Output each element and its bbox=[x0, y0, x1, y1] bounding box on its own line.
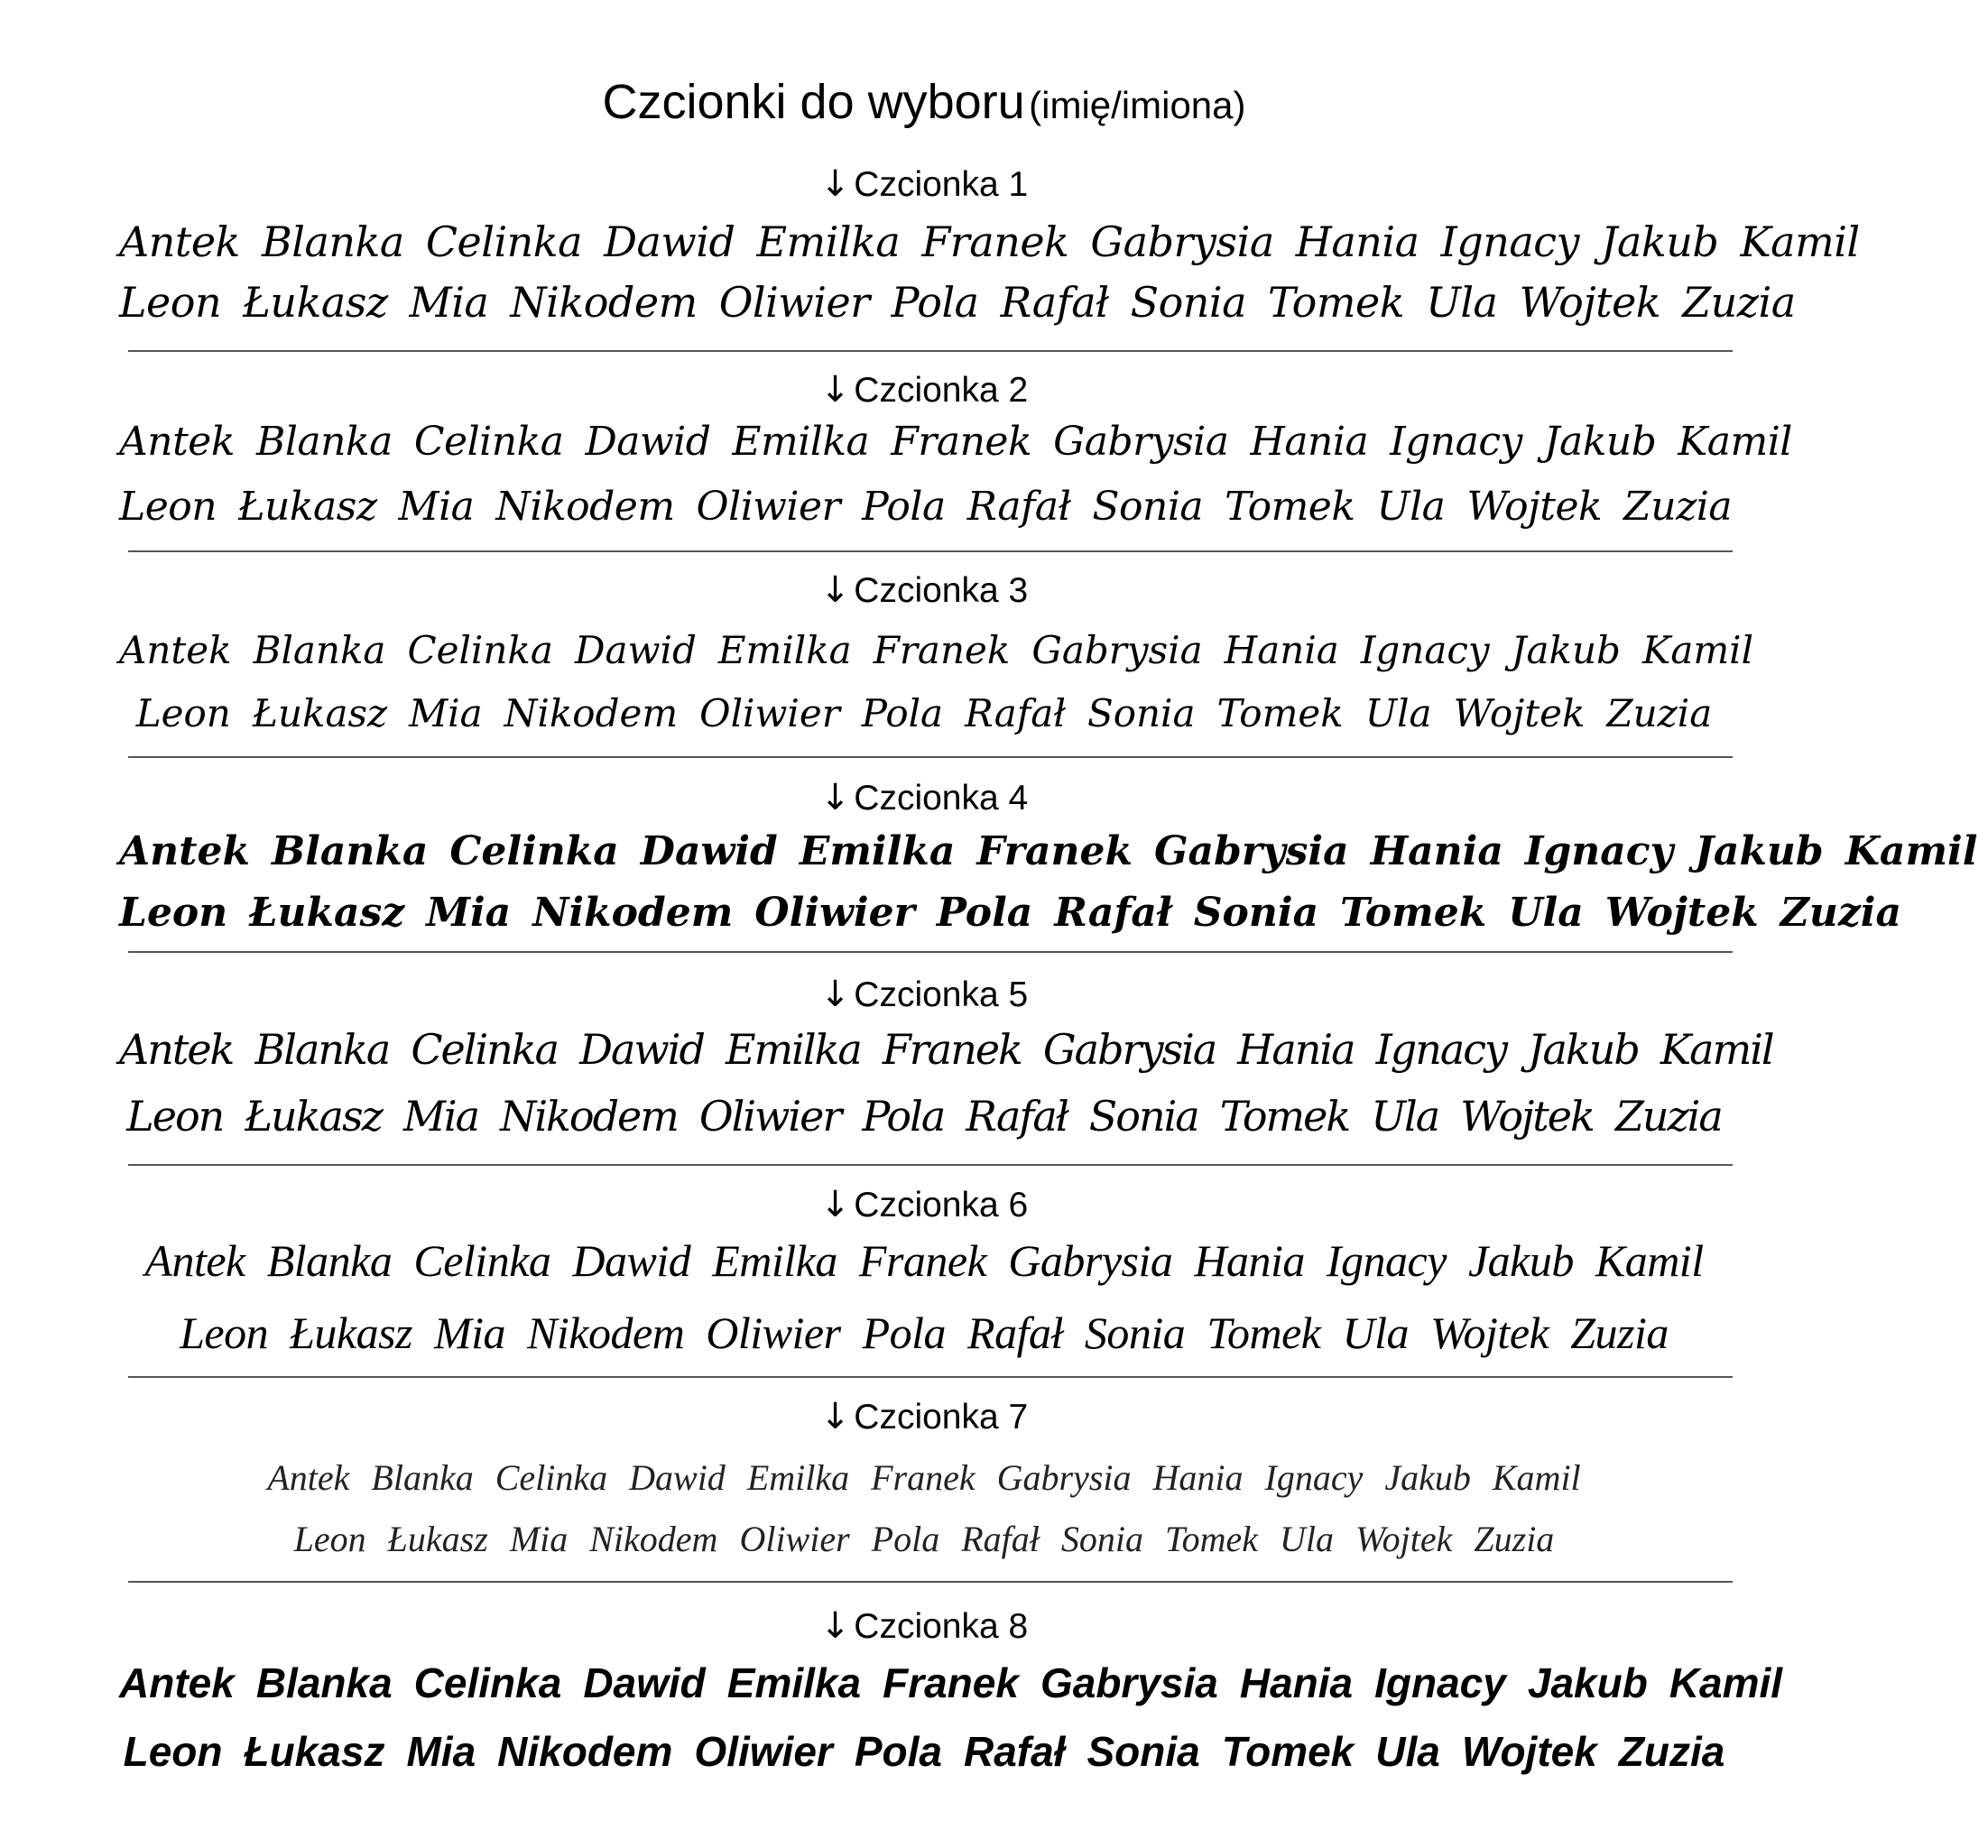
name-sample: Hania bbox=[1250, 419, 1369, 465]
name-sample: Łukasz bbox=[244, 1728, 385, 1775]
name-sample: Wojtek bbox=[1461, 1728, 1597, 1775]
name-sample: Blanka bbox=[371, 1457, 474, 1498]
name-sample: Ula bbox=[1364, 691, 1432, 735]
name-sample: Leon bbox=[135, 691, 231, 735]
name-sample: Ula bbox=[1279, 1519, 1334, 1559]
name-sample: Emilka bbox=[756, 217, 901, 266]
name-sample: Leon bbox=[123, 1728, 223, 1775]
name-sample: Hania bbox=[1239, 1659, 1354, 1706]
name-sample: Leon bbox=[119, 484, 217, 530]
name-sample: Leon bbox=[180, 1307, 269, 1358]
name-sample: Blanka bbox=[254, 1025, 390, 1074]
name-sample: Mia bbox=[409, 691, 483, 735]
name-sample: Tomek bbox=[1207, 1307, 1321, 1358]
name-sample: Łukasz bbox=[238, 484, 377, 530]
font-label bbox=[0, 1185, 1848, 1225]
name-sample: Kamil bbox=[1678, 419, 1792, 465]
font-label-text: Czcionka 5 bbox=[854, 975, 1029, 1014]
name-sample: Antek bbox=[119, 828, 250, 874]
name-sample: Nikodem bbox=[504, 691, 679, 735]
name-sample: Jakub bbox=[1511, 628, 1621, 672]
name-sample: Gabrysia bbox=[1031, 628, 1203, 672]
font-label-text: Czcionka 1 bbox=[854, 165, 1029, 204]
name-sample: Hania bbox=[1224, 628, 1339, 672]
name-sample: Blanka bbox=[261, 217, 404, 266]
name-sample: Tomek bbox=[1221, 1728, 1355, 1775]
name-sample: Mia bbox=[406, 1728, 476, 1775]
name-sample: Gabrysia bbox=[1153, 828, 1349, 874]
name-sample: Pola bbox=[862, 484, 946, 530]
font-label bbox=[0, 975, 1848, 1015]
name-sample: Antek bbox=[267, 1457, 350, 1498]
name-sample: Ula bbox=[1426, 278, 1498, 327]
name-sample: Kamil bbox=[1641, 628, 1754, 672]
name-sample-row2 bbox=[108, 1092, 1740, 1141]
name-sample: Łukasz bbox=[243, 278, 388, 327]
name-sample-row2 bbox=[108, 484, 1740, 530]
arrow-down-icon: ↓ bbox=[819, 369, 851, 411]
name-sample: Jakub bbox=[1695, 828, 1824, 874]
name-sample: Leon bbox=[293, 1519, 366, 1559]
font-label bbox=[0, 164, 1848, 205]
section-divider bbox=[128, 1376, 1733, 1378]
name-sample: Emilka bbox=[717, 628, 852, 672]
name-sample: Mia bbox=[509, 1519, 569, 1559]
name-sample: Tomek bbox=[1340, 890, 1487, 936]
name-sample: Hania bbox=[1237, 1025, 1355, 1074]
name-sample: Gabrysia bbox=[1090, 217, 1274, 266]
arrow-down-icon: ↓ bbox=[819, 163, 851, 205]
name-sample: Franek bbox=[873, 628, 1011, 672]
name-sample: Sonia bbox=[1193, 890, 1319, 936]
name-sample: Blanka bbox=[253, 628, 386, 672]
name-sample-row2 bbox=[108, 1521, 1740, 1557]
name-sample: Ula bbox=[1375, 1728, 1440, 1775]
name-sample: Pola bbox=[936, 890, 1033, 936]
name-sample: Ignacy bbox=[1326, 1235, 1447, 1286]
name-sample: Celinka bbox=[495, 1457, 608, 1498]
name-sample: Kamil bbox=[1845, 828, 1978, 874]
name-sample: Rafał bbox=[967, 1307, 1063, 1358]
name-sample: Wojtek bbox=[1466, 484, 1603, 530]
page-title bbox=[0, 74, 1848, 130]
name-sample: Pola bbox=[891, 278, 979, 327]
name-sample: Antek bbox=[119, 628, 232, 672]
name-sample: Dawid bbox=[604, 217, 735, 266]
name-sample: Ignacy bbox=[1264, 1457, 1364, 1498]
name-sample: Hania bbox=[1152, 1457, 1244, 1498]
font-label-text: Czcionka 2 bbox=[854, 371, 1029, 410]
section-divider bbox=[128, 1164, 1733, 1166]
name-sample: Oliwier bbox=[754, 890, 915, 936]
name-sample: Zuzia bbox=[1614, 1092, 1722, 1141]
name-sample: Mia bbox=[434, 1307, 506, 1358]
name-sample: Rafał bbox=[965, 691, 1066, 735]
name-sample: Nikodem bbox=[495, 484, 675, 530]
font-label bbox=[0, 570, 1848, 611]
name-sample: Ignacy bbox=[1524, 828, 1674, 874]
name-sample: Blanka bbox=[266, 1235, 393, 1286]
arrow-down-icon: ↓ bbox=[819, 1396, 851, 1437]
name-sample-row1 bbox=[108, 1659, 1783, 1706]
name-sample-row2 bbox=[108, 1728, 1740, 1775]
name-sample: Tomek bbox=[1219, 1092, 1350, 1141]
name-sample: Rafał bbox=[1000, 278, 1109, 327]
font-label-text: Czcionka 4 bbox=[854, 779, 1029, 818]
name-sample: Zuzia bbox=[1570, 1307, 1669, 1358]
name-sample: Sonia bbox=[1092, 484, 1204, 530]
name-sample: Ignacy bbox=[1375, 1025, 1506, 1074]
section-divider bbox=[128, 550, 1733, 552]
name-sample: Kamil bbox=[1669, 1659, 1783, 1706]
arrow-down-icon: ↓ bbox=[819, 974, 851, 1015]
name-sample: Łukasz bbox=[290, 1307, 413, 1358]
name-sample: Łukasz bbox=[245, 1092, 382, 1141]
name-sample: Mia bbox=[409, 278, 489, 327]
name-sample: Celinka bbox=[411, 1025, 559, 1074]
name-sample: Wojtek bbox=[1519, 278, 1661, 327]
title-main: Czcionki do wyboru bbox=[602, 75, 1025, 129]
name-sample: Rafał bbox=[961, 1519, 1040, 1559]
name-sample: Oliwier bbox=[698, 1092, 841, 1141]
name-sample: Leon bbox=[119, 278, 222, 327]
name-sample: Rafał bbox=[966, 1092, 1068, 1141]
name-sample: Franek bbox=[858, 1235, 987, 1286]
name-sample: Franek bbox=[883, 1659, 1019, 1706]
title-subtitle: (imię/imiona) bbox=[1029, 84, 1246, 126]
name-sample: Sonia bbox=[1086, 1728, 1200, 1775]
name-sample: Jakub bbox=[1543, 419, 1657, 465]
name-sample: Nikodem bbox=[589, 1519, 718, 1559]
name-sample: Pola bbox=[862, 1092, 945, 1141]
name-sample: Sonia bbox=[1130, 278, 1247, 327]
name-sample: Emilka bbox=[712, 1235, 837, 1286]
name-sample: Hania bbox=[1295, 217, 1419, 266]
font-label-text: Czcionka 6 bbox=[854, 1186, 1029, 1224]
name-sample: Celinka bbox=[413, 1235, 551, 1286]
arrow-down-icon: ↓ bbox=[819, 1184, 851, 1225]
name-sample: Jakub bbox=[1467, 1235, 1574, 1286]
name-sample: Blanka bbox=[271, 828, 429, 874]
name-sample: Blanka bbox=[256, 419, 393, 465]
name-sample: Tomek bbox=[1225, 484, 1355, 530]
name-sample-row1 bbox=[108, 1235, 1740, 1286]
name-sample: Oliwier bbox=[706, 1307, 841, 1358]
name-sample: Oliwier bbox=[718, 278, 870, 327]
name-sample: Ula bbox=[1371, 1092, 1439, 1141]
name-sample: Antek bbox=[119, 217, 240, 266]
name-sample-row1 bbox=[108, 828, 1978, 874]
name-sample-row1 bbox=[108, 419, 1792, 465]
name-sample: Rafał bbox=[1054, 890, 1172, 936]
name-sample: Dawid bbox=[583, 1659, 706, 1706]
name-sample: Gabrysia bbox=[1042, 1025, 1216, 1074]
name-sample: Gabrysia bbox=[1053, 419, 1229, 465]
name-sample: Emilka bbox=[746, 1457, 850, 1498]
name-sample: Sonia bbox=[1060, 1519, 1144, 1559]
name-sample: Franek bbox=[871, 1457, 976, 1498]
name-sample: Zuzia bbox=[1606, 691, 1713, 735]
name-sample: Gabrysia bbox=[1040, 1659, 1218, 1706]
name-sample: Wojtek bbox=[1429, 1307, 1549, 1358]
name-sample: Antek bbox=[119, 1025, 234, 1074]
name-sample: Łukasz bbox=[387, 1519, 488, 1559]
name-sample: Jakub bbox=[1528, 1025, 1639, 1074]
name-sample: Antek bbox=[119, 419, 235, 465]
name-sample: Ignacy bbox=[1360, 628, 1490, 672]
name-sample-row2 bbox=[108, 278, 1796, 327]
name-sample: Wojtek bbox=[1355, 1519, 1453, 1559]
name-sample: Franek bbox=[891, 419, 1032, 465]
name-sample: Franek bbox=[882, 1025, 1022, 1074]
name-sample: Jakub bbox=[1601, 217, 1719, 266]
name-sample: Gabrysia bbox=[1008, 1235, 1173, 1286]
name-sample: Nikodem bbox=[510, 278, 698, 327]
name-sample: Nikodem bbox=[497, 1728, 673, 1775]
name-sample: Oliwier bbox=[694, 1728, 833, 1775]
name-sample: Sonia bbox=[1086, 691, 1196, 735]
name-sample: Franek bbox=[976, 828, 1133, 874]
section-divider bbox=[128, 1581, 1733, 1583]
name-sample-row1 bbox=[108, 217, 1860, 266]
name-sample: Emilka bbox=[799, 828, 956, 874]
name-sample: Tomek bbox=[1165, 1519, 1258, 1559]
name-sample: Sonia bbox=[1088, 1092, 1198, 1141]
font-label-text: Czcionka 3 bbox=[854, 571, 1029, 610]
font-label-text: Czcionka 8 bbox=[854, 1607, 1029, 1646]
name-sample: Zuzia bbox=[1682, 278, 1796, 327]
name-sample: Celinka bbox=[413, 419, 564, 465]
name-sample: Dawid bbox=[640, 828, 778, 874]
name-sample: Emilka bbox=[732, 419, 870, 465]
name-sample: Ignacy bbox=[1390, 419, 1522, 465]
name-sample: Łukasz bbox=[252, 691, 388, 735]
name-sample: Blanka bbox=[255, 1659, 393, 1706]
font-label bbox=[0, 370, 1848, 411]
name-sample: Ula bbox=[1342, 1307, 1409, 1358]
name-sample: Dawid bbox=[574, 628, 697, 672]
name-sample: Leon bbox=[119, 890, 228, 936]
name-sample: Oliwier bbox=[739, 1519, 850, 1559]
name-sample: Dawid bbox=[572, 1235, 691, 1286]
font-label-text: Czcionka 7 bbox=[854, 1398, 1029, 1437]
name-sample: Mia bbox=[402, 1092, 479, 1141]
name-sample: Rafał bbox=[966, 484, 1071, 530]
name-sample: Nikodem bbox=[500, 1092, 678, 1141]
name-sample: Celinka bbox=[425, 217, 583, 266]
arrow-down-icon: ↓ bbox=[819, 777, 851, 818]
name-sample: Łukasz bbox=[249, 890, 405, 936]
name-sample: Dawid bbox=[585, 419, 711, 465]
name-sample: Nikodem bbox=[527, 1307, 685, 1358]
name-sample: Oliwier bbox=[699, 691, 840, 735]
arrow-down-icon: ↓ bbox=[819, 1605, 851, 1647]
name-sample: Wojtek bbox=[1460, 1092, 1594, 1141]
name-sample: Rafał bbox=[963, 1728, 1066, 1775]
section-divider bbox=[128, 350, 1733, 352]
name-sample: Zuzia bbox=[1618, 1728, 1725, 1775]
name-sample: Pola bbox=[854, 1728, 942, 1775]
name-sample: Gabrysia bbox=[996, 1457, 1132, 1498]
name-sample: Leon bbox=[126, 1092, 224, 1141]
font-label bbox=[0, 1397, 1848, 1437]
name-sample: Kamil bbox=[1660, 1025, 1773, 1074]
name-sample: Ula bbox=[1376, 484, 1446, 530]
name-sample-row1 bbox=[108, 1457, 1740, 1498]
name-sample: Pola bbox=[861, 691, 944, 735]
name-sample: Mia bbox=[398, 484, 475, 530]
name-sample: Kamil bbox=[1492, 1457, 1581, 1498]
name-sample: Wojtek bbox=[1604, 890, 1759, 936]
name-sample: Kamil bbox=[1595, 1235, 1704, 1286]
section-divider bbox=[128, 951, 1733, 953]
name-sample: Kamil bbox=[1740, 217, 1860, 266]
name-sample: Hania bbox=[1194, 1235, 1305, 1286]
name-sample: Tomek bbox=[1216, 691, 1344, 735]
name-sample: Pola bbox=[871, 1519, 940, 1559]
name-sample: Pola bbox=[862, 1307, 947, 1358]
name-sample: Antek bbox=[119, 1659, 235, 1706]
name-sample: Wojtek bbox=[1453, 691, 1586, 735]
name-sample: Emilka bbox=[725, 1025, 861, 1074]
name-sample: Celinka bbox=[413, 1659, 562, 1706]
name-sample: Tomek bbox=[1268, 278, 1405, 327]
font-label bbox=[0, 1606, 1848, 1647]
name-sample: Sonia bbox=[1084, 1307, 1186, 1358]
name-sample: Dawid bbox=[579, 1025, 704, 1074]
section-divider bbox=[128, 756, 1733, 758]
name-sample: Nikodem bbox=[532, 890, 734, 936]
name-sample: Emilka bbox=[726, 1659, 862, 1706]
name-sample-row1 bbox=[108, 628, 1754, 672]
name-sample-row2 bbox=[108, 691, 1740, 735]
name-sample: Zuzia bbox=[1474, 1519, 1555, 1559]
name-sample: Hania bbox=[1370, 828, 1503, 874]
name-sample: Ignacy bbox=[1374, 1659, 1506, 1706]
name-sample: Zuzia bbox=[1780, 890, 1902, 936]
name-sample: Jakub bbox=[1527, 1659, 1648, 1706]
name-sample-row2 bbox=[108, 890, 1902, 936]
name-sample: Antek bbox=[144, 1235, 245, 1286]
name-sample: Franek bbox=[921, 217, 1069, 266]
name-sample: Jakub bbox=[1384, 1457, 1471, 1498]
name-sample: Oliwier bbox=[696, 484, 841, 530]
arrow-down-icon: ↓ bbox=[819, 569, 851, 611]
name-sample: Mia bbox=[426, 890, 512, 936]
name-sample: Celinka bbox=[407, 628, 553, 672]
name-sample-row2 bbox=[108, 1307, 1740, 1358]
name-sample: Ignacy bbox=[1440, 217, 1579, 266]
font-label bbox=[0, 778, 1848, 818]
name-sample: Dawid bbox=[629, 1457, 726, 1498]
name-sample: Celinka bbox=[449, 828, 619, 874]
name-sample-row1 bbox=[108, 1025, 1773, 1074]
name-sample: Ula bbox=[1508, 890, 1584, 936]
name-sample: Zuzia bbox=[1623, 484, 1733, 530]
